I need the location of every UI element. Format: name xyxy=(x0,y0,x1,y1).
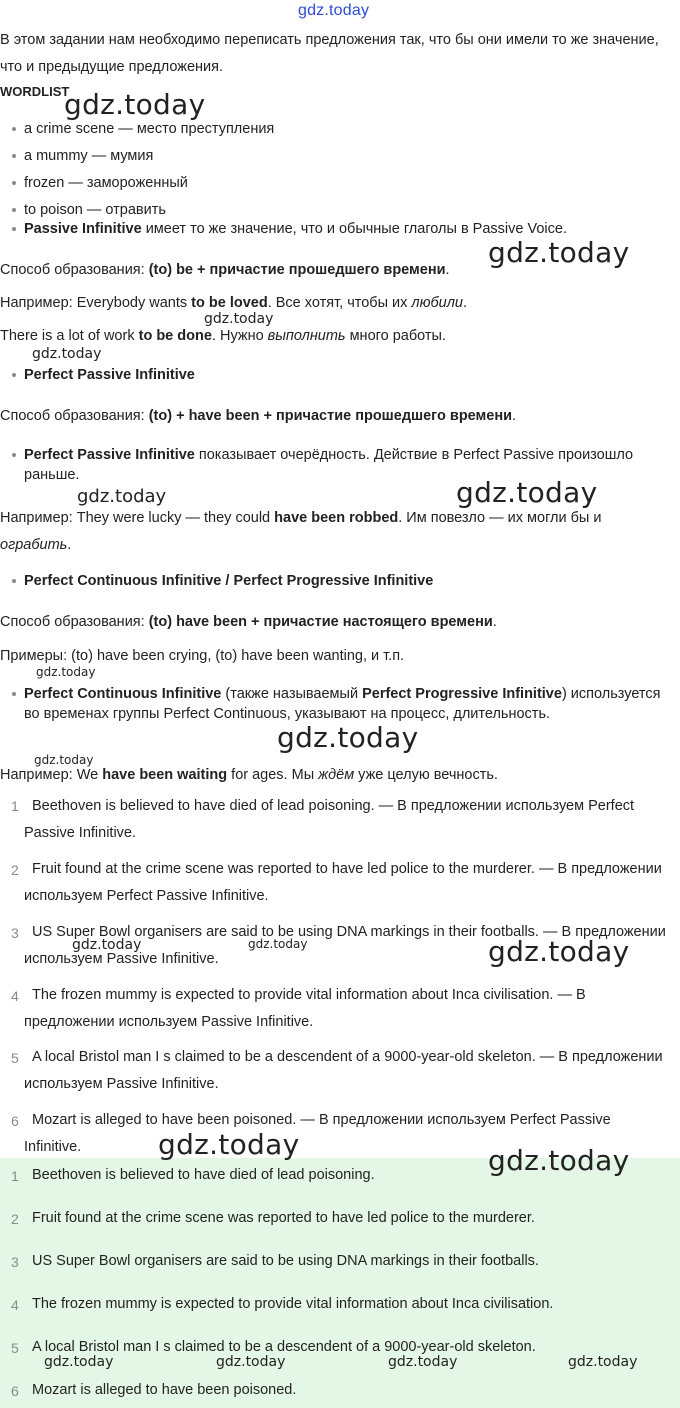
answer-item: Beethoven is believed to have died of lead poisoning. xyxy=(32,1167,375,1183)
example-line xyxy=(0,328,446,344)
example-italic: ограбить xyxy=(0,537,68,553)
term: Perfect Progressive Infinitive xyxy=(362,686,562,702)
heading-text: Perfect Continuous Infinitive / Perfect Progressive Infinitive xyxy=(24,573,434,589)
formation-label: Способ образования: xyxy=(0,262,149,278)
item-number: 4 xyxy=(11,988,19,1004)
bullet-marker xyxy=(12,579,16,583)
formation-rule: (to) + have been + причастие прошедшего времени xyxy=(148,408,513,424)
answer-item: The frozen mummy is expected to provide vital information about Inca civilisation. xyxy=(32,1296,554,1312)
example-italic: любили xyxy=(411,295,463,311)
wordlist-title: WORDLIST xyxy=(0,84,70,99)
bullet-marker xyxy=(12,127,16,131)
site-watermark: gdz.today xyxy=(456,476,598,509)
explanation-item: Mozart is alleged to have been poisoned. — В предложении используем Perfect Passive Infinitive. xyxy=(24,1112,611,1155)
example-bold: to be loved xyxy=(191,295,268,311)
formation-rule: (to) have been + причастие настоящего времени xyxy=(148,614,493,630)
description: (также называемый xyxy=(221,686,363,702)
example-text: . xyxy=(462,295,467,311)
example-line xyxy=(0,505,676,559)
item-number: 6 xyxy=(11,1383,19,1399)
site-watermark: gdz.today xyxy=(277,721,419,754)
site-watermark: gdz.today xyxy=(72,937,142,953)
wordlist-item xyxy=(24,119,674,139)
site-watermark: gdz.today xyxy=(64,88,206,121)
formation-rule: (to) be + причастие прошедшего времени xyxy=(148,262,446,278)
formation-label: Способ образования: xyxy=(0,408,149,424)
example-text: . Нужно xyxy=(211,328,268,344)
formation-line: Способ образования: (to) + have been + причастие прошедшего времени. xyxy=(0,408,517,424)
formation-line: Способ образования: (to) be + причастие прошедшего времени. xyxy=(0,262,450,278)
site-watermark: gdz.today xyxy=(248,937,308,951)
example-text: There is a lot of work xyxy=(0,328,139,344)
description: показывает очерёдность. Действие в Perfect Passive произошло раньше. xyxy=(24,447,634,483)
heading-text: Perfect Passive Infinitive xyxy=(24,367,195,383)
example-text: . Им повезло — их могли бы и xyxy=(398,510,602,526)
explanation-item: Fruit found at the crime scene was reported to have led police to the murderer. — В предложении используем Perfect Passive Infinitive. xyxy=(24,861,662,904)
site-watermark: gdz.today xyxy=(32,346,102,362)
item-number: 1 xyxy=(11,798,19,814)
site-watermark: gdz.today xyxy=(488,935,630,968)
example-line xyxy=(0,295,467,311)
term: Perfect Continuous Infinitive xyxy=(24,686,222,702)
top-site-watermark: gdz.today xyxy=(298,2,370,19)
formation-label: Способ образования: xyxy=(0,614,149,630)
site-watermark: gdz.today xyxy=(204,311,274,327)
example-bold: have been waiting xyxy=(102,767,228,783)
explanation-item: A local Bristol man I s claimed to be a descendent of a 9000-year-old skeleton. — В предложении используем Passive Infinitive. xyxy=(24,1049,663,1092)
example-text: . xyxy=(67,537,72,553)
example-text: Например: They were lucky — they could xyxy=(0,510,275,526)
example-text: for ages. Мы xyxy=(227,767,319,783)
explanation-item: US Super Bowl organisers are said to be using DNA markings in their footballs. — В предложении используем Passive Infinitive. xyxy=(24,924,666,967)
explanation-item: The frozen mummy is expected to provide vital information about Inca civilisation. — В предложении используем Passive Infinitive. xyxy=(24,987,586,1030)
example-text: Например: Everybody wants xyxy=(0,295,192,311)
description: имеет то же значение, что и обычные глаголы в Passive Voice. xyxy=(141,221,567,237)
item-number: 5 xyxy=(11,1340,19,1356)
answer-item: Fruit found at the crime scene was reported to have led police to the murderer. xyxy=(32,1210,535,1226)
example-text: . Все хотят, чтобы их xyxy=(267,295,412,311)
bullet-marker xyxy=(12,208,16,212)
explanation-item: Beethoven is believed to have died of lead poisoning. — В предложении используем Perfect Passive Infinitive. xyxy=(24,798,635,841)
bullet-marker xyxy=(12,373,16,377)
wordlist-item xyxy=(24,146,674,166)
item-number: 6 xyxy=(11,1113,19,1129)
description: ) используется во временах группы Perfect Continuous, указывают на процесс, длительность. xyxy=(24,686,661,722)
answer-item: US Super Bowl organisers are said to be using DNA markings in their footballs. xyxy=(32,1253,539,1269)
wordlist-text: to poison — отравить xyxy=(24,202,166,218)
example-line xyxy=(0,767,498,783)
bullet-marker xyxy=(12,181,16,185)
intro-text: В этом задании нам необходимо переписать предложения так, что бы они имели то же значение, что и предыдущие предложения. xyxy=(0,32,659,75)
example-bold: have been robbed xyxy=(274,510,399,526)
wordlist-text: frozen — замороженный xyxy=(24,175,188,191)
examples-line: Примеры: (to) have been crying, (to) have been wanting, и т.п. xyxy=(0,648,405,664)
bullet-marker xyxy=(12,453,16,457)
bullet-marker xyxy=(12,692,16,696)
example-bold: to be done xyxy=(138,328,212,344)
site-watermark: gdz.today xyxy=(158,1128,300,1161)
item-number: 4 xyxy=(11,1297,19,1313)
answer-item: Mozart is alleged to have been poisoned. xyxy=(32,1382,297,1398)
example-italic: ждём xyxy=(318,767,355,783)
term: Perfect Passive Infinitive xyxy=(24,447,195,463)
wordlist-item xyxy=(24,200,674,220)
wordlist-item xyxy=(24,173,674,193)
item-number: 3 xyxy=(11,1254,19,1270)
item-number: 2 xyxy=(11,1211,19,1227)
wordlist-text: a mummy — мумия xyxy=(24,148,154,164)
site-watermark: gdz.today xyxy=(34,753,94,767)
answer-item: A local Bristol man I s claimed to be a descendent of a 9000-year-old skeleton. xyxy=(32,1339,536,1355)
example-italic: выполнить xyxy=(267,328,346,344)
bullet-marker xyxy=(12,154,16,158)
site-watermark: gdz.today xyxy=(216,1354,286,1370)
formation-line: Способ образования: (to) have been + причастие настоящего времени. xyxy=(0,614,497,630)
answers-panel xyxy=(0,1158,680,1408)
site-watermark: gdz.today xyxy=(77,486,167,507)
example-text: уже целую вечность. xyxy=(354,767,498,783)
perfect-continuous-bullet xyxy=(24,684,674,724)
perfect-passive-heading xyxy=(24,365,674,385)
item-number: 3 xyxy=(11,925,19,941)
site-watermark: gdz.today xyxy=(388,1354,458,1370)
example-text: много работы. xyxy=(345,328,446,344)
site-watermark: gdz.today xyxy=(44,1354,114,1370)
example-text: Например: We xyxy=(0,767,103,783)
bullet-marker xyxy=(12,227,16,231)
perfect-continuous-heading xyxy=(24,571,674,591)
wordlist-text: a crime scene — место преступления xyxy=(24,121,275,137)
item-number: 2 xyxy=(11,862,19,878)
site-watermark: gdz.today xyxy=(488,236,630,269)
term: Passive Infinitive xyxy=(24,221,142,237)
site-watermark: gdz.today xyxy=(488,1144,630,1177)
site-watermark: gdz.today xyxy=(36,665,96,679)
item-number: 1 xyxy=(11,1168,19,1184)
item-number: 5 xyxy=(11,1050,19,1066)
site-watermark: gdz.today xyxy=(568,1354,638,1370)
